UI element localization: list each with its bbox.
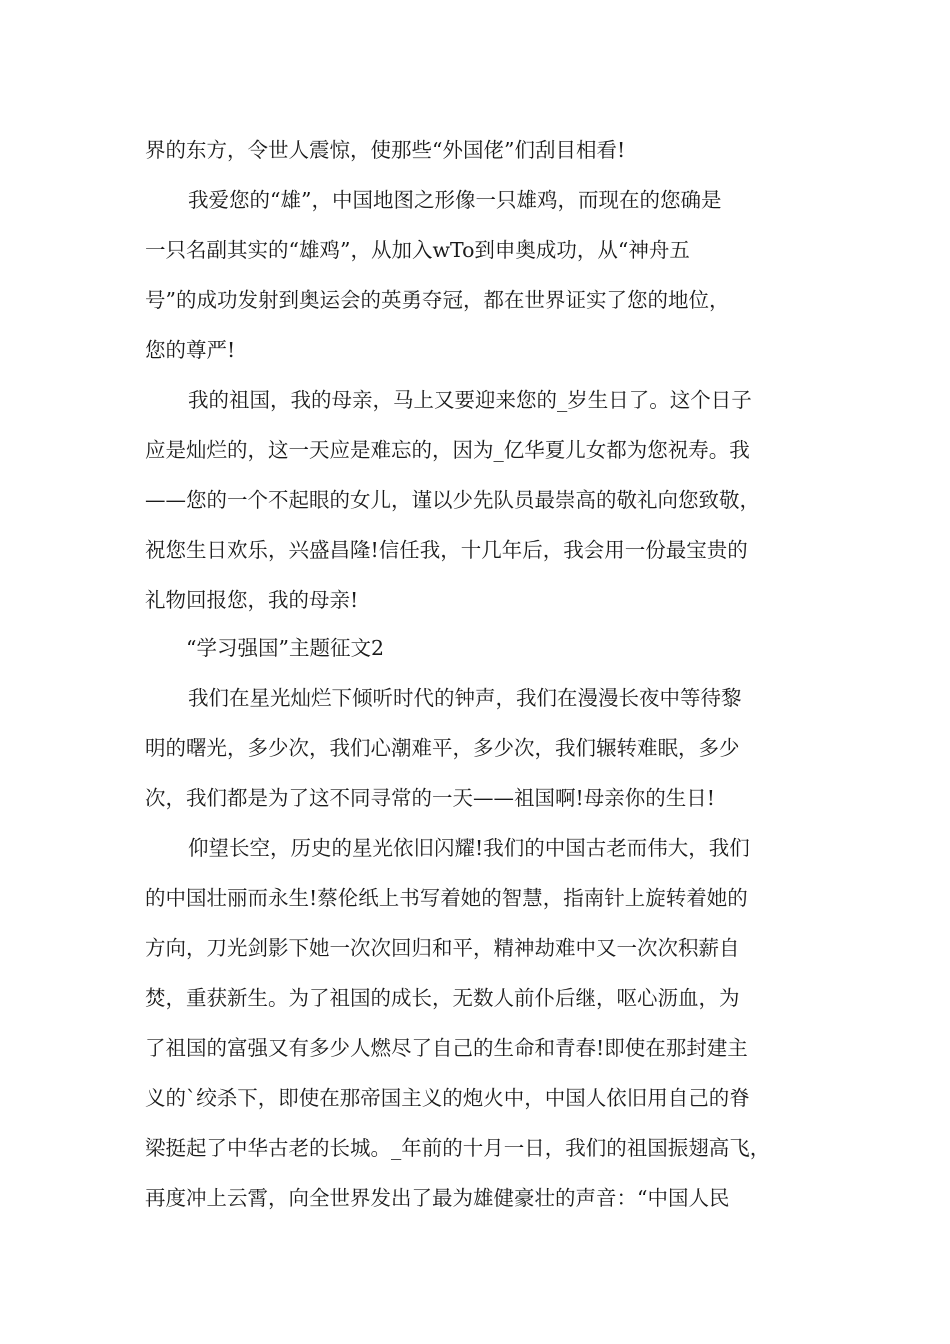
text-line: 义的`绞杀下，即使在那帝国主义的炮火中，中国人依旧用自己的脊 bbox=[145, 1086, 750, 1110]
text-line: 您的尊严! bbox=[145, 338, 236, 362]
paragraph-start: 我爱您的“雄”，中国地图之形像一只雄鸡，而现在的您确是 bbox=[188, 188, 722, 212]
paragraph-start: 我的祖国，我的母亲，马上又要迎来您的_岁生日了。这个日子 bbox=[188, 388, 752, 412]
text-line: 的中国壮丽而永生!蔡伦纸上书写着她的智慧，指南针上旋转着她的 bbox=[145, 886, 748, 910]
text-line: 方向，刀光剑影下她一次次回归和平，精神劫难中又一次次积薪自 bbox=[145, 936, 740, 960]
text-line: 应是灿烂的，这一天应是难忘的，因为_亿华夏儿女都为您祝寿。我 bbox=[145, 438, 750, 462]
text-line: 礼物回报您，我的母亲! bbox=[145, 588, 359, 612]
text-line: 号”的成功发射到奥运会的英勇夺冠，都在世界证实了您的地位， bbox=[145, 288, 730, 312]
text-line: 明的曙光，多少次，我们心潮难平，多少次，我们辗转难眠，多少 bbox=[145, 736, 740, 760]
text-line: 梁挺起了中华古老的长城。_年前的十月一日，我们的祖国振翅高飞， bbox=[145, 1136, 771, 1160]
text-line: 祝您生日欢乐，兴盛昌隆!信任我，十几年后，我会用一份最宝贵的 bbox=[145, 538, 748, 562]
paragraph-start: 仰望长空，历史的星光依旧闪耀!我们的中国古老而伟大，我们 bbox=[188, 836, 750, 860]
text-line: 焚，重获新生。为了祖国的成长，无数人前仆后继，呕心沥血，为 bbox=[145, 986, 740, 1010]
text-line: 了祖国的富强又有多少人燃尽了自己的生命和青春!即使在那封建主 bbox=[145, 1036, 748, 1060]
paragraph-start: 我们在星光灿烂下倾听时代的钟声，我们在漫漫长夜中等待黎 bbox=[188, 686, 742, 710]
section-heading: “学习强国”主题征文2 bbox=[186, 636, 385, 660]
text-line: 再度冲上云霄，向全世界发出了最为雄健豪壮的声音：“中国人民 bbox=[145, 1186, 730, 1210]
text-line: 次，我们都是为了这不同寻常的一天——祖国啊!母亲你的生日! bbox=[145, 786, 715, 810]
text-line: 界的东方，令世人震惊，使那些“外国佬”们刮目相看! bbox=[145, 138, 626, 162]
text-line: 一只名副其实的“雄鸡”，从加入wTo到申奥成功，从“神舟五 bbox=[145, 238, 690, 262]
text-line: ——您的一个不起眼的女儿，谨以少先队员最崇高的敬礼向您致敬， bbox=[145, 488, 760, 512]
